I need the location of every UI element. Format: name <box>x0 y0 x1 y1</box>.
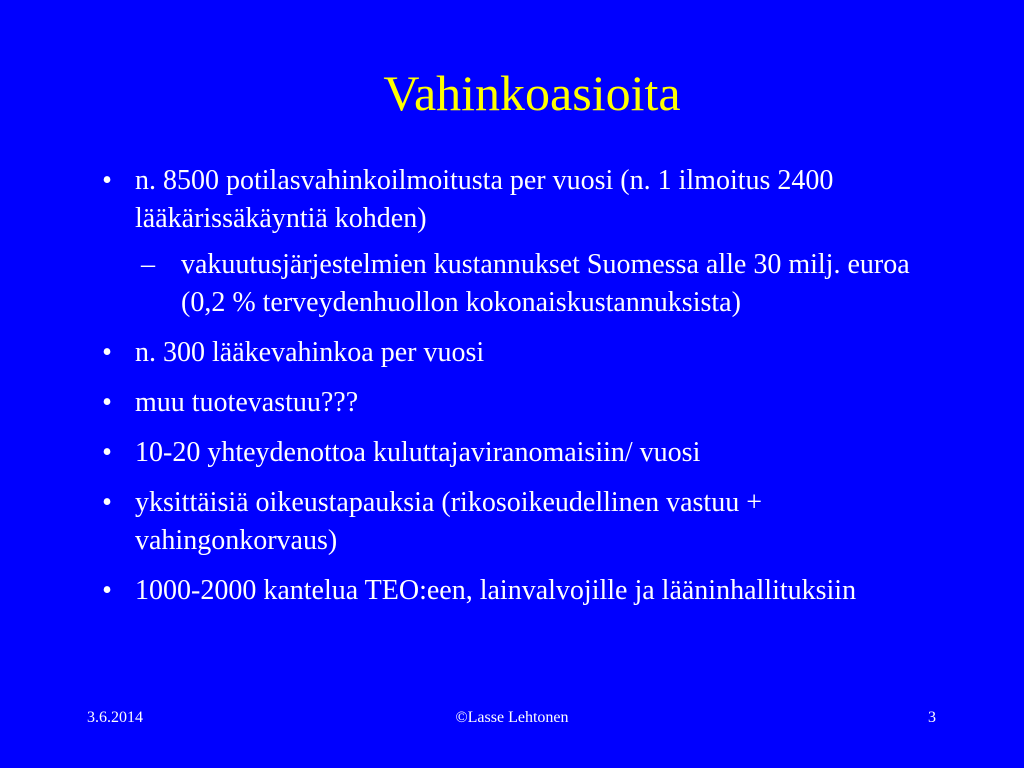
bullet-marker: • <box>102 487 112 518</box>
bullet-text: 10-20 yhteydenottoa kuluttajaviranomaisiin/ vuosi <box>135 437 701 468</box>
footer-page-number: 3 <box>928 709 936 726</box>
bullet-marker: • <box>102 575 112 606</box>
sub-bullet-item <box>96 246 936 322</box>
sub-bullet-marker: – <box>141 249 155 280</box>
bullet-text: yksittäisiä oikeustapauksia (rikosoikeudellinen vastuu + vahingonkorvaus) <box>135 487 763 556</box>
bullet-item <box>96 162 936 238</box>
bullet-item <box>96 434 936 472</box>
footer-author: ©Lasse Lehtonen <box>455 709 569 726</box>
bullet-marker: • <box>102 387 112 418</box>
footer-date: 3.6.2014 <box>87 709 143 726</box>
bullet-item <box>96 334 936 372</box>
bullet-text: n. 8500 potilasvahinkoilmoitusta per vuosi (n. 1 ilmoitus 2400 lääkärissäkäyntiä kohden) <box>135 165 834 234</box>
bullet-marker: • <box>102 165 112 196</box>
bullet-item <box>96 572 936 610</box>
slide-title: Vahinkoasioita <box>383 65 681 121</box>
bullet-marker: • <box>102 337 112 368</box>
bullet-marker: • <box>102 437 112 468</box>
bullet-text: muu tuotevastuu??? <box>135 387 359 418</box>
bullet-item <box>96 384 936 422</box>
bullet-item <box>96 484 936 560</box>
bullet-text: 1000-2000 kantelua TEO:een, lainvalvojille ja lääninhallituksiin <box>135 575 857 606</box>
slide-body <box>96 162 936 622</box>
bullet-text: n. 300 lääkevahinkoa per vuosi <box>135 337 485 368</box>
sub-bullet-text: vakuutusjärjestelmien kustannukset Suomessa alle 30 milj. euroa (0,2 % terveydenhuollon kokonaiskustannuksista) <box>181 249 910 318</box>
